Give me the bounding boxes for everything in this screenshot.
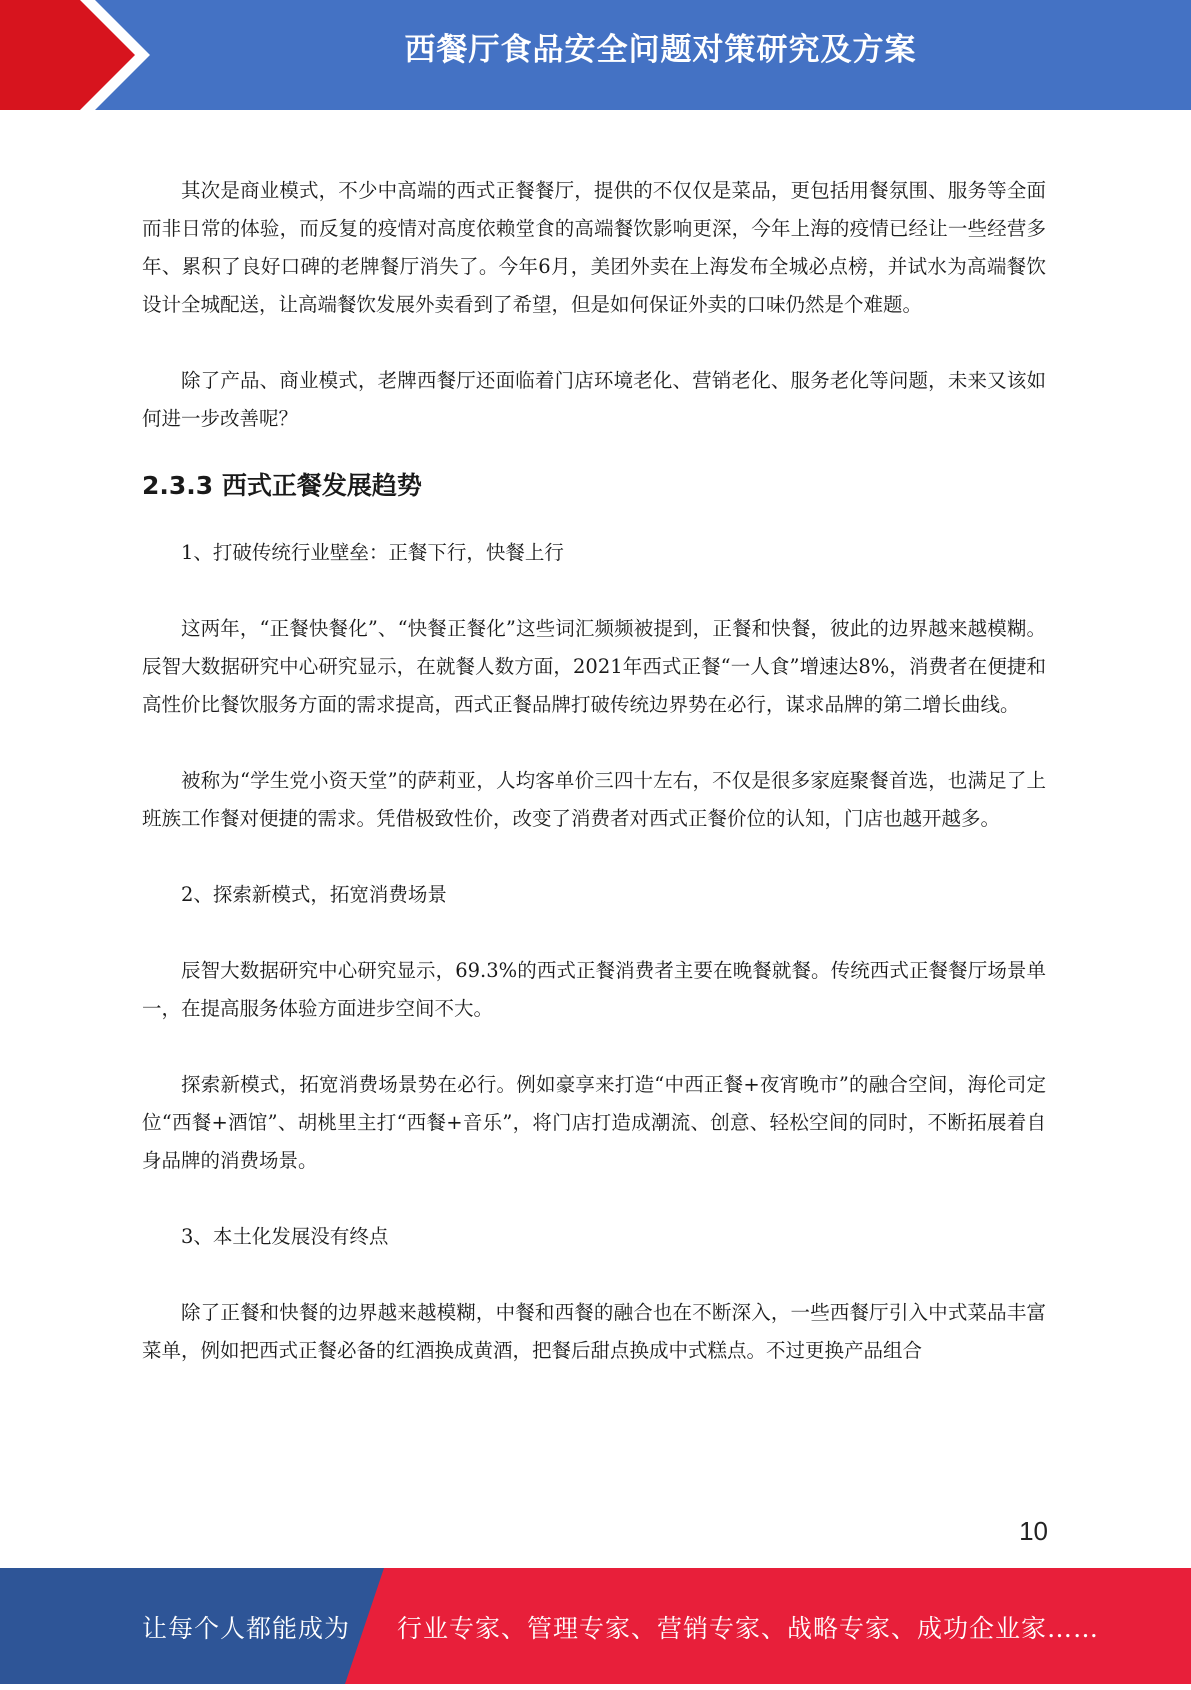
- paragraph-saizeriya: 被称为“学生党小资天堂”的萨莉亚，人均客单价三四十左右，不仅是很多家庭聚餐首选，也满足了上班族工作餐对便捷的需求。凭借极致性价，改变了消费者对西式正餐价位的认知，门店也越开越多。: [142, 769, 1046, 830]
- list-item-3: 3、本土化发展没有终点: [181, 1225, 389, 1248]
- document-title: 西餐厅食品安全问题对策研究及方案: [404, 32, 917, 68]
- header-banner: [0, 0, 1191, 110]
- paragraph-localization: 除了正餐和快餐的边界越来越模糊，中餐和西餐的融合也在不断深入，一些西餐厅引入中式菜品丰富菜单，例如把西式正餐必备的红酒换成黄酒，把餐后甜点换成中式糕点。不过更换产品组合: [142, 1301, 1046, 1362]
- footer-slogan-right: 行业专家、管理专家、营销专家、战略专家、成功企业家……: [397, 1614, 1100, 1643]
- paragraph-boundary-blur: 这两年，“正餐快餐化”、“快餐正餐化”这些词汇频频被提到，正餐和快餐，彼此的边界越来越模糊。辰智大数据研究中心研究显示，在就餐人数方面，2021年西式正餐“一人食”增速达8%，消费者在便捷和高性价比餐饮服务方面的需求提高，西式正餐品牌打破传统边界势在必行，谋求品牌的第二增长曲线。: [142, 617, 1046, 716]
- footer-banner: [0, 1568, 1191, 1684]
- paragraph-aging-issues: 除了产品、商业模式，老牌西餐厅还面临着门店环境老化、营销老化、服务老化等问题，未来又该如何进一步改善呢？: [142, 369, 1046, 430]
- paragraph-new-models: 探索新模式，拓宽消费场景势在必行。例如豪享来打造“中西正餐+夜宵晚市”的融合空间，海伦司定位“西餐+酒馆”、胡桃里主打“西餐+音乐”，将门店打造成潮流、创意、轻松空间的同时，不断拓展着自身品牌的消费场景。: [142, 1073, 1046, 1172]
- page-number: 10: [1019, 1516, 1048, 1546]
- list-item-1: 1、打破传统行业壁垒：正餐下行，快餐上行: [181, 541, 564, 564]
- footer-slogan-left: 让每个人都能成为: [142, 1614, 351, 1643]
- section-heading: 2.3.3 西式正餐发展趋势: [142, 471, 422, 500]
- list-item-2: 2、探索新模式，拓宽消费场景: [181, 883, 447, 906]
- page-content: [142, 172, 1046, 1370]
- paragraph-dinner-research: 辰智大数据研究中心研究显示，69.3%的西式正餐消费者主要在晚餐就餐。传统西式正餐餐厅场景单一，在提高服务体验方面进步空间不大。: [142, 959, 1046, 1020]
- paragraph-business-model: 其次是商业模式，不少中高端的西式正餐餐厅，提供的不仅仅是菜品，更包括用餐氛围、服务等全面而非日常的体验，而反复的疫情对高度依赖堂食的高端餐饮影响更深，今年上海的疫情已经让一些经营多年、累积了良好口碑的老牌餐厅消失了。今年6月，美团外卖在上海发布全城必点榜，并试水为高端餐饮设计全城配送，让高端餐饮发展外卖看到了希望，但是如何保证外卖的口味仍然是个难题。: [142, 179, 1046, 316]
